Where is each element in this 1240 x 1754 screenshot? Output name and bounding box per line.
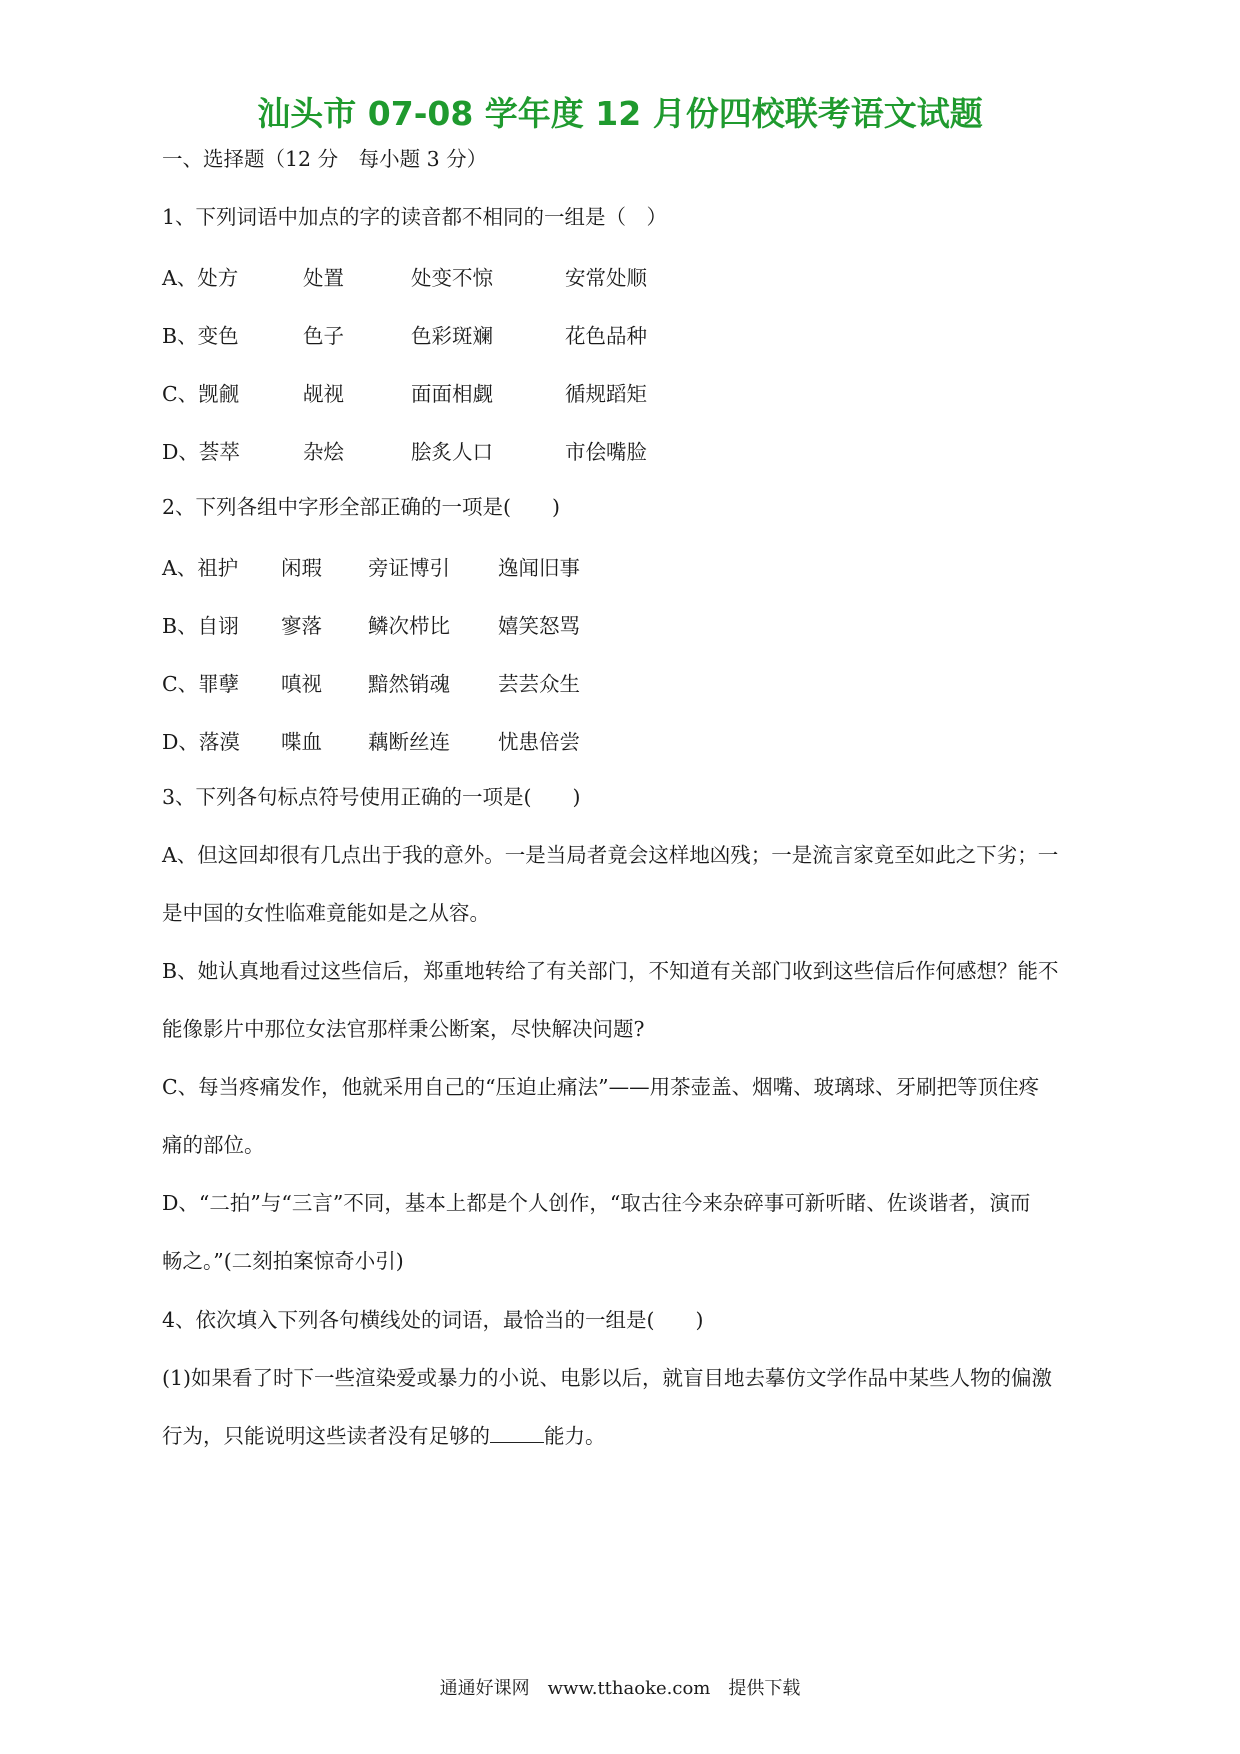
- option-word: 脍炙人口: [411, 440, 493, 464]
- option-label: A、处方: [162, 266, 239, 290]
- option-label: D、荟萃: [162, 440, 240, 464]
- page-title: 汕头市 07-08 学年度 12 月份四校联考语文试题: [257, 94, 983, 133]
- option-word: 花色品种: [565, 324, 647, 348]
- option-word: 嗔视: [281, 672, 322, 696]
- option-label: C、罪孽: [162, 672, 240, 696]
- page-footer: 通通好课网 www.tthaoke.com 提供下载: [439, 1678, 801, 1699]
- question-3-stem: 3、下列各句标点符号使用正确的一项是( ): [162, 785, 581, 809]
- question-4-stem: 4、依次填入下列各句横线处的词语，最恰当的一组是( ): [162, 1308, 704, 1332]
- question-1-stem: 1、下列词语中加点的字的读音都不相同的一组是（ ）: [162, 205, 668, 229]
- option-word: 觇视: [303, 382, 344, 406]
- option-word: 忧患倍尝: [498, 730, 580, 754]
- option-word: 安常处顺: [565, 266, 647, 290]
- q3-option-b-line2: 能像影片中那位女法官那样秉公断案，尽快解决问题?: [162, 1017, 645, 1041]
- option-word: 旁证博引: [368, 556, 450, 580]
- q3-option-a-line2: 是中国的女性临难竟能如是之从容。: [162, 901, 490, 925]
- q3-option-d-line2: 畅之。”(二刻拍案惊奇小引): [162, 1249, 404, 1273]
- question-2-stem: 2、下列各组中字形全部正确的一项是( ): [162, 495, 561, 519]
- option-word: 杂烩: [303, 440, 344, 464]
- option-word: 市侩嘴脸: [565, 440, 647, 464]
- option-word: 黯然销魂: [368, 672, 450, 696]
- q3-option-c-line1: C、每当疼痛发作，他就采用自己的“压迫止痛法”——用茶壶盖、烟嘴、玻璃球、牙刷把等顶住疼: [162, 1075, 1040, 1099]
- q4-sentence-1-line2: [162, 1422, 606, 1450]
- option-word: 芸芸众生: [498, 672, 580, 696]
- option-word: 处变不惊: [411, 266, 493, 290]
- option-word: 循规蹈矩: [565, 382, 647, 406]
- fill-in-blank: [490, 1424, 544, 1443]
- q3-option-c-line2: 痛的部位。: [162, 1133, 265, 1157]
- option-label: B、变色: [162, 324, 239, 348]
- option-word: 逸闻旧事: [498, 556, 580, 580]
- option-label: D、落漠: [162, 730, 240, 754]
- section-heading: 一、选择题（12 分 每小题 3 分）: [162, 147, 488, 171]
- q3-option-d-line1: D、“二拍”与“三言”不同，基本上都是个人创作，“取古往今来杂碎事可新听睹、佐谈谐者，演而: [162, 1191, 1031, 1215]
- q4-sentence-text-after: 能力。: [544, 1424, 606, 1448]
- option-word: 面面相觑: [411, 382, 493, 406]
- q3-option-a-line1: A、但这回却很有几点出于我的意外。一是当局者竟会这样地凶残；一是流言家竟至如此之下劣；一: [162, 843, 1059, 867]
- option-word: 寥落: [281, 614, 322, 638]
- option-label: B、自诩: [162, 614, 239, 638]
- option-word: 色彩斑斓: [411, 324, 493, 348]
- option-word: 闲瑕: [281, 556, 322, 580]
- option-word: 处置: [303, 266, 344, 290]
- q4-sentence-1-line1: (1)如果看了时下一些渲染爱或暴力的小说、电影以后，就盲目地去摹仿文学作品中某些人物的偏激: [162, 1366, 1053, 1390]
- q4-sentence-text-before: 行为，只能说明这些读者没有足够的: [162, 1424, 490, 1448]
- option-word: 喋血: [281, 730, 322, 754]
- option-word: 色子: [303, 324, 344, 348]
- q3-option-b-line1: B、她认真地看过这些信后，郑重地转给了有关部门，不知道有关部门收到这些信后作何感想？能不: [162, 959, 1059, 983]
- option-word: 藕断丝连: [368, 730, 450, 754]
- option-word: 嬉笑怒骂: [498, 614, 580, 638]
- option-label: A、祖护: [162, 556, 239, 580]
- option-word: 鳞次栉比: [368, 614, 450, 638]
- option-label: C、觊觎: [162, 382, 240, 406]
